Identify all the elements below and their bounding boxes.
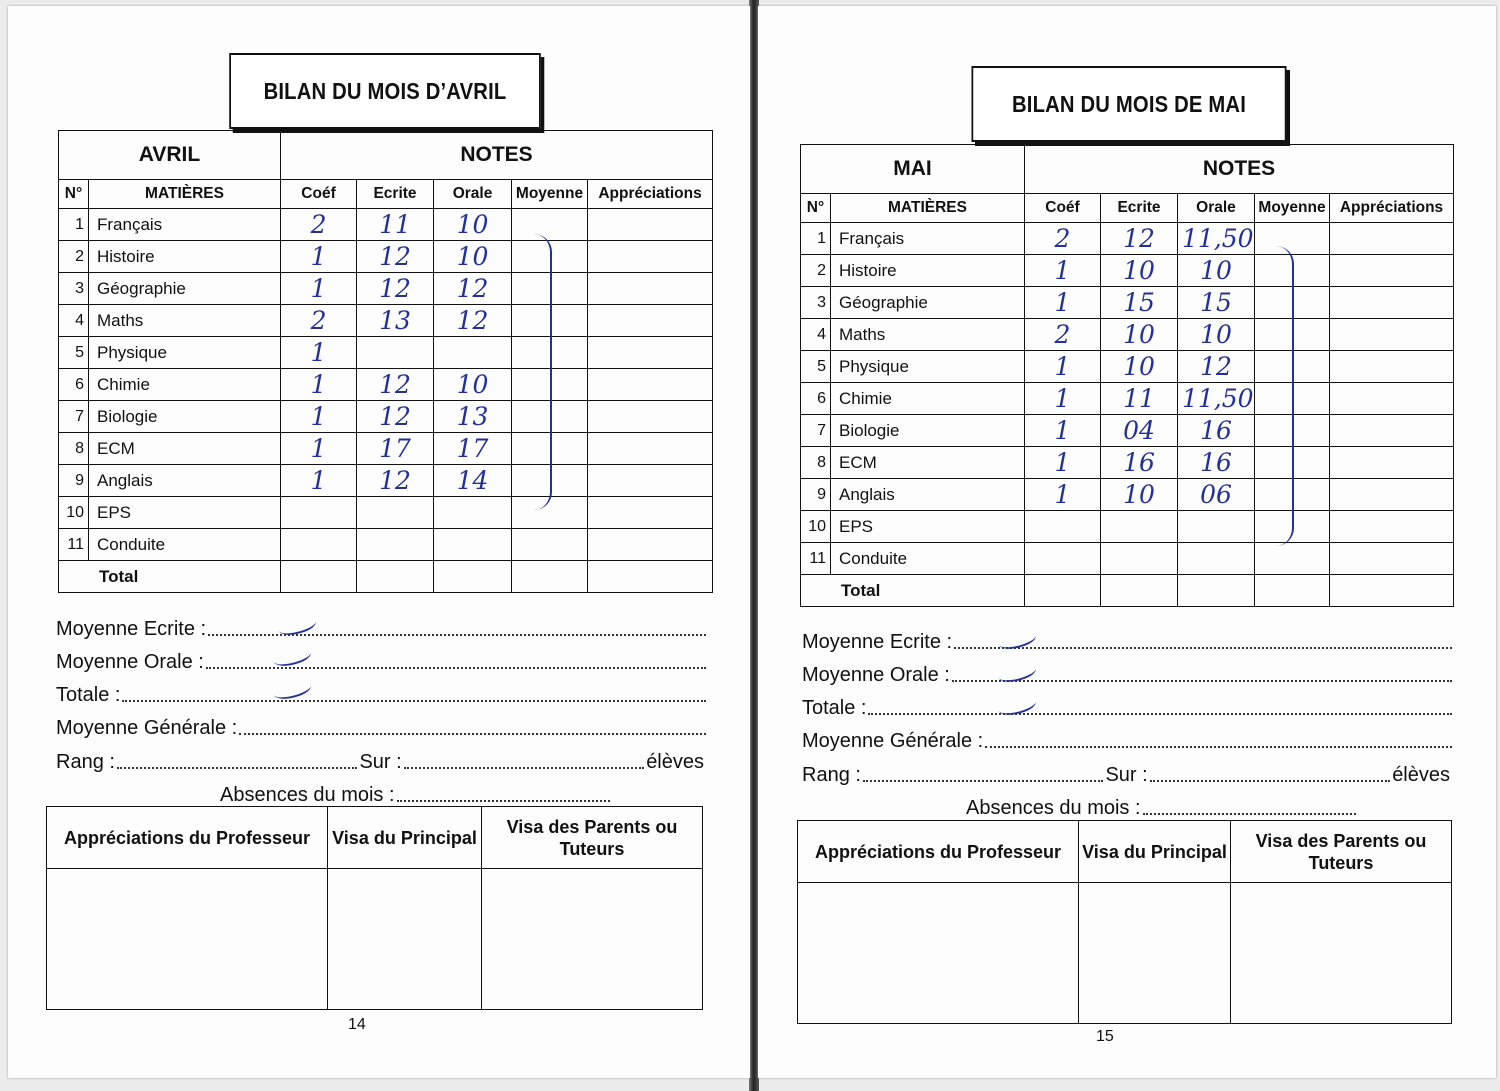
- page-mai: [758, 6, 1496, 1078]
- orale-grade: [1178, 511, 1255, 543]
- subject-name: Français: [89, 209, 281, 241]
- total-label: Total: [59, 561, 281, 593]
- visa-prof-cell: [798, 883, 1079, 1024]
- orale-grade: 13: [434, 401, 512, 433]
- orale-grade: 06: [1178, 479, 1255, 511]
- row-number: 7: [59, 401, 89, 433]
- orale-grade: 12: [434, 273, 512, 305]
- orale-grade: 11,50: [1178, 383, 1255, 415]
- visa-prof-cell: [47, 869, 328, 1010]
- total-cell: [357, 561, 434, 593]
- coef-value: 1: [281, 337, 357, 369]
- row-number: 4: [59, 305, 89, 337]
- row-number: 2: [59, 241, 89, 273]
- row-number: 4: [801, 319, 831, 351]
- table-row: [801, 415, 1454, 447]
- ecrite-grade: 12: [1101, 223, 1178, 255]
- table-row: [59, 401, 713, 433]
- coef-value: 1: [1025, 351, 1101, 383]
- row-number: 5: [59, 337, 89, 369]
- orale-grade: 12: [434, 305, 512, 337]
- coef-value: 1: [281, 433, 357, 465]
- coef-value: [281, 529, 357, 561]
- appreciation-cell: [1330, 415, 1454, 447]
- appreciation-cell: [588, 401, 713, 433]
- orale-grade: 17: [434, 433, 512, 465]
- row-number: 5: [801, 351, 831, 383]
- orale-grade: 16: [1178, 415, 1255, 447]
- orale-grade: [434, 497, 512, 529]
- table-row: [801, 479, 1454, 511]
- subject-name: Maths: [831, 319, 1025, 351]
- notes-header: NOTES: [281, 131, 713, 180]
- visa-parents-header: Visa des Parents ou Tuteurs: [1231, 821, 1452, 883]
- page-number: 14: [348, 1016, 366, 1033]
- handwritten-brace: [1268, 246, 1294, 546]
- orale-grade: 10: [434, 241, 512, 273]
- subject-name: Physique: [831, 351, 1025, 383]
- row-number: 9: [59, 465, 89, 497]
- orale-grade: [434, 529, 512, 561]
- appreciation-cell: [1330, 543, 1454, 575]
- row-number: 7: [801, 415, 831, 447]
- visa-principal-cell: [1079, 883, 1231, 1024]
- total-cell: [1025, 575, 1101, 607]
- ecrite-grade: [1101, 543, 1178, 575]
- absences-line: Absences du mois :: [220, 784, 610, 807]
- moyenne-cell: [1255, 223, 1330, 255]
- orale-grade: 14: [434, 465, 512, 497]
- col-header-ecrite: Ecrite: [1101, 194, 1178, 223]
- month-header: MAI: [801, 145, 1025, 194]
- coef-value: 1: [1025, 287, 1101, 319]
- visa-parents-cell: [1231, 883, 1452, 1024]
- table-row: [59, 241, 713, 273]
- subject-name: Physique: [89, 337, 281, 369]
- appreciation-cell: [1330, 511, 1454, 543]
- subject-name: Chimie: [89, 369, 281, 401]
- row-number: 1: [59, 209, 89, 241]
- orale-grade: [434, 337, 512, 369]
- coef-value: [1025, 543, 1101, 575]
- total-cell: [1101, 575, 1178, 607]
- appreciation-cell: [1330, 287, 1454, 319]
- orale-grade: 10: [1178, 255, 1255, 287]
- visa-parents-header: Visa des Parents ou Tuteurs: [482, 807, 703, 869]
- subject-name: Anglais: [831, 479, 1025, 511]
- notes-header: NOTES: [1025, 145, 1454, 194]
- coef-value: 1: [281, 241, 357, 273]
- table-row: [59, 305, 713, 337]
- totale-line: Totale :: [56, 684, 706, 707]
- orale-grade: 10: [434, 369, 512, 401]
- table-row: [801, 543, 1454, 575]
- moyenne-orale-line: Moyenne Orale :: [56, 651, 706, 674]
- subject-name: Géographie: [89, 273, 281, 305]
- rang-line: Rang : Sur : élèves: [56, 751, 704, 773]
- coef-value: 1: [1025, 415, 1101, 447]
- row-number: 6: [59, 369, 89, 401]
- subject-name: Biologie: [89, 401, 281, 433]
- subject-name: Histoire: [89, 241, 281, 273]
- ecrite-grade: [357, 337, 434, 369]
- row-number: 6: [801, 383, 831, 415]
- appreciation-cell: [588, 305, 713, 337]
- subject-name: Anglais: [89, 465, 281, 497]
- table-row: [59, 209, 713, 241]
- subject-name: Histoire: [831, 255, 1025, 287]
- table-row: [801, 223, 1454, 255]
- row-number: 2: [801, 255, 831, 287]
- appreciation-cell: [588, 241, 713, 273]
- table-row: [801, 447, 1454, 479]
- absences-line: Absences du mois :: [966, 797, 1356, 820]
- subject-name: Biologie: [831, 415, 1025, 447]
- visa-parents-cell: [482, 869, 703, 1010]
- coef-value: 1: [1025, 447, 1101, 479]
- page-title: BILAN DU MOIS D’AVRIL: [229, 53, 541, 129]
- table-row: [59, 497, 713, 529]
- coef-value: 2: [281, 209, 357, 241]
- subject-name: ECM: [89, 433, 281, 465]
- page-avril: [8, 6, 750, 1078]
- col-header-coef: Coéf: [1025, 194, 1101, 223]
- appreciation-cell: [588, 433, 713, 465]
- col-header-orale: Orale: [1178, 194, 1255, 223]
- visa-principal-header: Visa du Principal: [328, 807, 482, 869]
- appreciation-cell: [588, 465, 713, 497]
- coef-value: 1: [281, 369, 357, 401]
- ecrite-grade: 13: [357, 305, 434, 337]
- moyenne-generale-line: Moyenne Générale :: [56, 717, 706, 740]
- visa-prof-header: Appréciations du Professeur: [47, 807, 328, 869]
- visa-prof-header: Appréciations du Professeur: [798, 821, 1079, 883]
- visa-table: [46, 806, 703, 1010]
- orale-grade: [1178, 543, 1255, 575]
- coef-value: [281, 497, 357, 529]
- total-cell: [281, 561, 357, 593]
- subject-name: EPS: [831, 511, 1025, 543]
- row-number: 8: [801, 447, 831, 479]
- moyenne-ecrite-line: Moyenne Ecrite :: [56, 618, 706, 641]
- moyenne-cell: [512, 529, 588, 561]
- col-header-appreciations: Appréciations: [1330, 194, 1454, 223]
- orale-grade: 10: [1178, 319, 1255, 351]
- ecrite-grade: 12: [357, 241, 434, 273]
- subject-name: Maths: [89, 305, 281, 337]
- total-cell: [512, 561, 588, 593]
- ecrite-grade: 04: [1101, 415, 1178, 447]
- moyenne-cell: [512, 209, 588, 241]
- table-row: [59, 369, 713, 401]
- subject-name: ECM: [831, 447, 1025, 479]
- grades-table: [58, 130, 713, 593]
- total-row: [59, 561, 713, 593]
- visa-table: [797, 820, 1452, 1024]
- ecrite-grade: 17: [357, 433, 434, 465]
- appreciation-cell: [1330, 447, 1454, 479]
- col-header-matieres: MATIÈRES: [89, 180, 281, 209]
- coef-value: 1: [281, 465, 357, 497]
- subject-name: Conduite: [89, 529, 281, 561]
- table-row: [801, 287, 1454, 319]
- table-row: [801, 351, 1454, 383]
- moyenne-cell: [512, 497, 588, 529]
- col-header-num: N°: [59, 180, 89, 209]
- row-number: 8: [59, 433, 89, 465]
- subject-name: Géographie: [831, 287, 1025, 319]
- appreciation-cell: [1330, 351, 1454, 383]
- table-row: [801, 255, 1454, 287]
- row-number: 11: [801, 543, 831, 575]
- orale-grade: 12: [1178, 351, 1255, 383]
- moyenne-cell: [1255, 543, 1330, 575]
- visa-principal-header: Visa du Principal: [1079, 821, 1231, 883]
- ecrite-grade: [1101, 511, 1178, 543]
- page-number: 15: [1096, 1028, 1114, 1045]
- ecrite-grade: 10: [1101, 319, 1178, 351]
- appreciation-cell: [588, 337, 713, 369]
- col-header-num: N°: [801, 194, 831, 223]
- appreciation-cell: [588, 273, 713, 305]
- appreciation-cell: [1330, 255, 1454, 287]
- total-row: [801, 575, 1454, 607]
- coef-value: 2: [281, 305, 357, 337]
- table-row: [59, 273, 713, 305]
- handwritten-brace: [528, 234, 552, 510]
- appreciation-cell: [1330, 479, 1454, 511]
- subject-name: EPS: [89, 497, 281, 529]
- coef-value: 1: [1025, 383, 1101, 415]
- ecrite-grade: 16: [1101, 447, 1178, 479]
- coef-value: 1: [281, 401, 357, 433]
- moyenne-ecrite-line: Moyenne Ecrite :: [802, 631, 1452, 654]
- table-row: [59, 465, 713, 497]
- table-row: [801, 319, 1454, 351]
- col-header-appreciations: Appréciations: [588, 180, 713, 209]
- moyenne-generale-line: Moyenne Générale :: [802, 730, 1452, 753]
- total-label: Total: [801, 575, 1025, 607]
- ecrite-grade: 12: [357, 369, 434, 401]
- ecrite-grade: 11: [357, 209, 434, 241]
- orale-grade: 11,50: [1178, 223, 1255, 255]
- month-header: AVRIL: [59, 131, 281, 180]
- subject-name: Conduite: [831, 543, 1025, 575]
- ecrite-grade: 10: [1101, 255, 1178, 287]
- col-header-moyenne: Moyenne: [512, 180, 588, 209]
- ecrite-grade: 15: [1101, 287, 1178, 319]
- appreciation-cell: [588, 529, 713, 561]
- ecrite-grade: [357, 497, 434, 529]
- row-number: 11: [59, 529, 89, 561]
- row-number: 10: [801, 511, 831, 543]
- total-cell: [1178, 575, 1255, 607]
- row-number: 3: [801, 287, 831, 319]
- page-title: BILAN DU MOIS DE MAI: [971, 66, 1286, 142]
- rang-line: Rang : Sur : élèves: [802, 764, 1450, 786]
- col-header-matieres: MATIÈRES: [831, 194, 1025, 223]
- appreciation-cell: [1330, 319, 1454, 351]
- ecrite-grade: 12: [357, 273, 434, 305]
- coef-value: 2: [1025, 319, 1101, 351]
- coef-value: 1: [1025, 479, 1101, 511]
- moyenne-orale-line: Moyenne Orale :: [802, 664, 1452, 687]
- orale-grade: 15: [1178, 287, 1255, 319]
- subject-name: Chimie: [831, 383, 1025, 415]
- total-cell: [1255, 575, 1330, 607]
- coef-value: 1: [281, 273, 357, 305]
- col-header-ecrite: Ecrite: [357, 180, 434, 209]
- table-row: [59, 529, 713, 561]
- col-header-moyenne: Moyenne: [1255, 194, 1330, 223]
- appreciation-cell: [588, 497, 713, 529]
- appreciation-cell: [1330, 223, 1454, 255]
- row-number: 1: [801, 223, 831, 255]
- table-row: [59, 337, 713, 369]
- total-cell: [588, 561, 713, 593]
- col-header-coef: Coéf: [281, 180, 357, 209]
- appreciation-cell: [588, 209, 713, 241]
- grades-table: [800, 144, 1454, 607]
- visa-principal-cell: [328, 869, 482, 1010]
- coef-value: 2: [1025, 223, 1101, 255]
- ecrite-grade: 12: [357, 465, 434, 497]
- col-header-orale: Orale: [434, 180, 512, 209]
- table-row: [59, 433, 713, 465]
- orale-grade: 10: [434, 209, 512, 241]
- ecrite-grade: 10: [1101, 351, 1178, 383]
- ecrite-grade: [357, 529, 434, 561]
- totale-line: Totale :: [802, 697, 1452, 720]
- row-number: 9: [801, 479, 831, 511]
- total-cell: [434, 561, 512, 593]
- coef-value: [1025, 511, 1101, 543]
- row-number: 10: [59, 497, 89, 529]
- ecrite-grade: 10: [1101, 479, 1178, 511]
- appreciation-cell: [588, 369, 713, 401]
- appreciation-cell: [1330, 383, 1454, 415]
- table-row: [801, 511, 1454, 543]
- ecrite-grade: 11: [1101, 383, 1178, 415]
- coef-value: 1: [1025, 255, 1101, 287]
- subject-name: Français: [831, 223, 1025, 255]
- table-row: [801, 383, 1454, 415]
- row-number: 3: [59, 273, 89, 305]
- ecrite-grade: 12: [357, 401, 434, 433]
- total-cell: [1330, 575, 1454, 607]
- orale-grade: 16: [1178, 447, 1255, 479]
